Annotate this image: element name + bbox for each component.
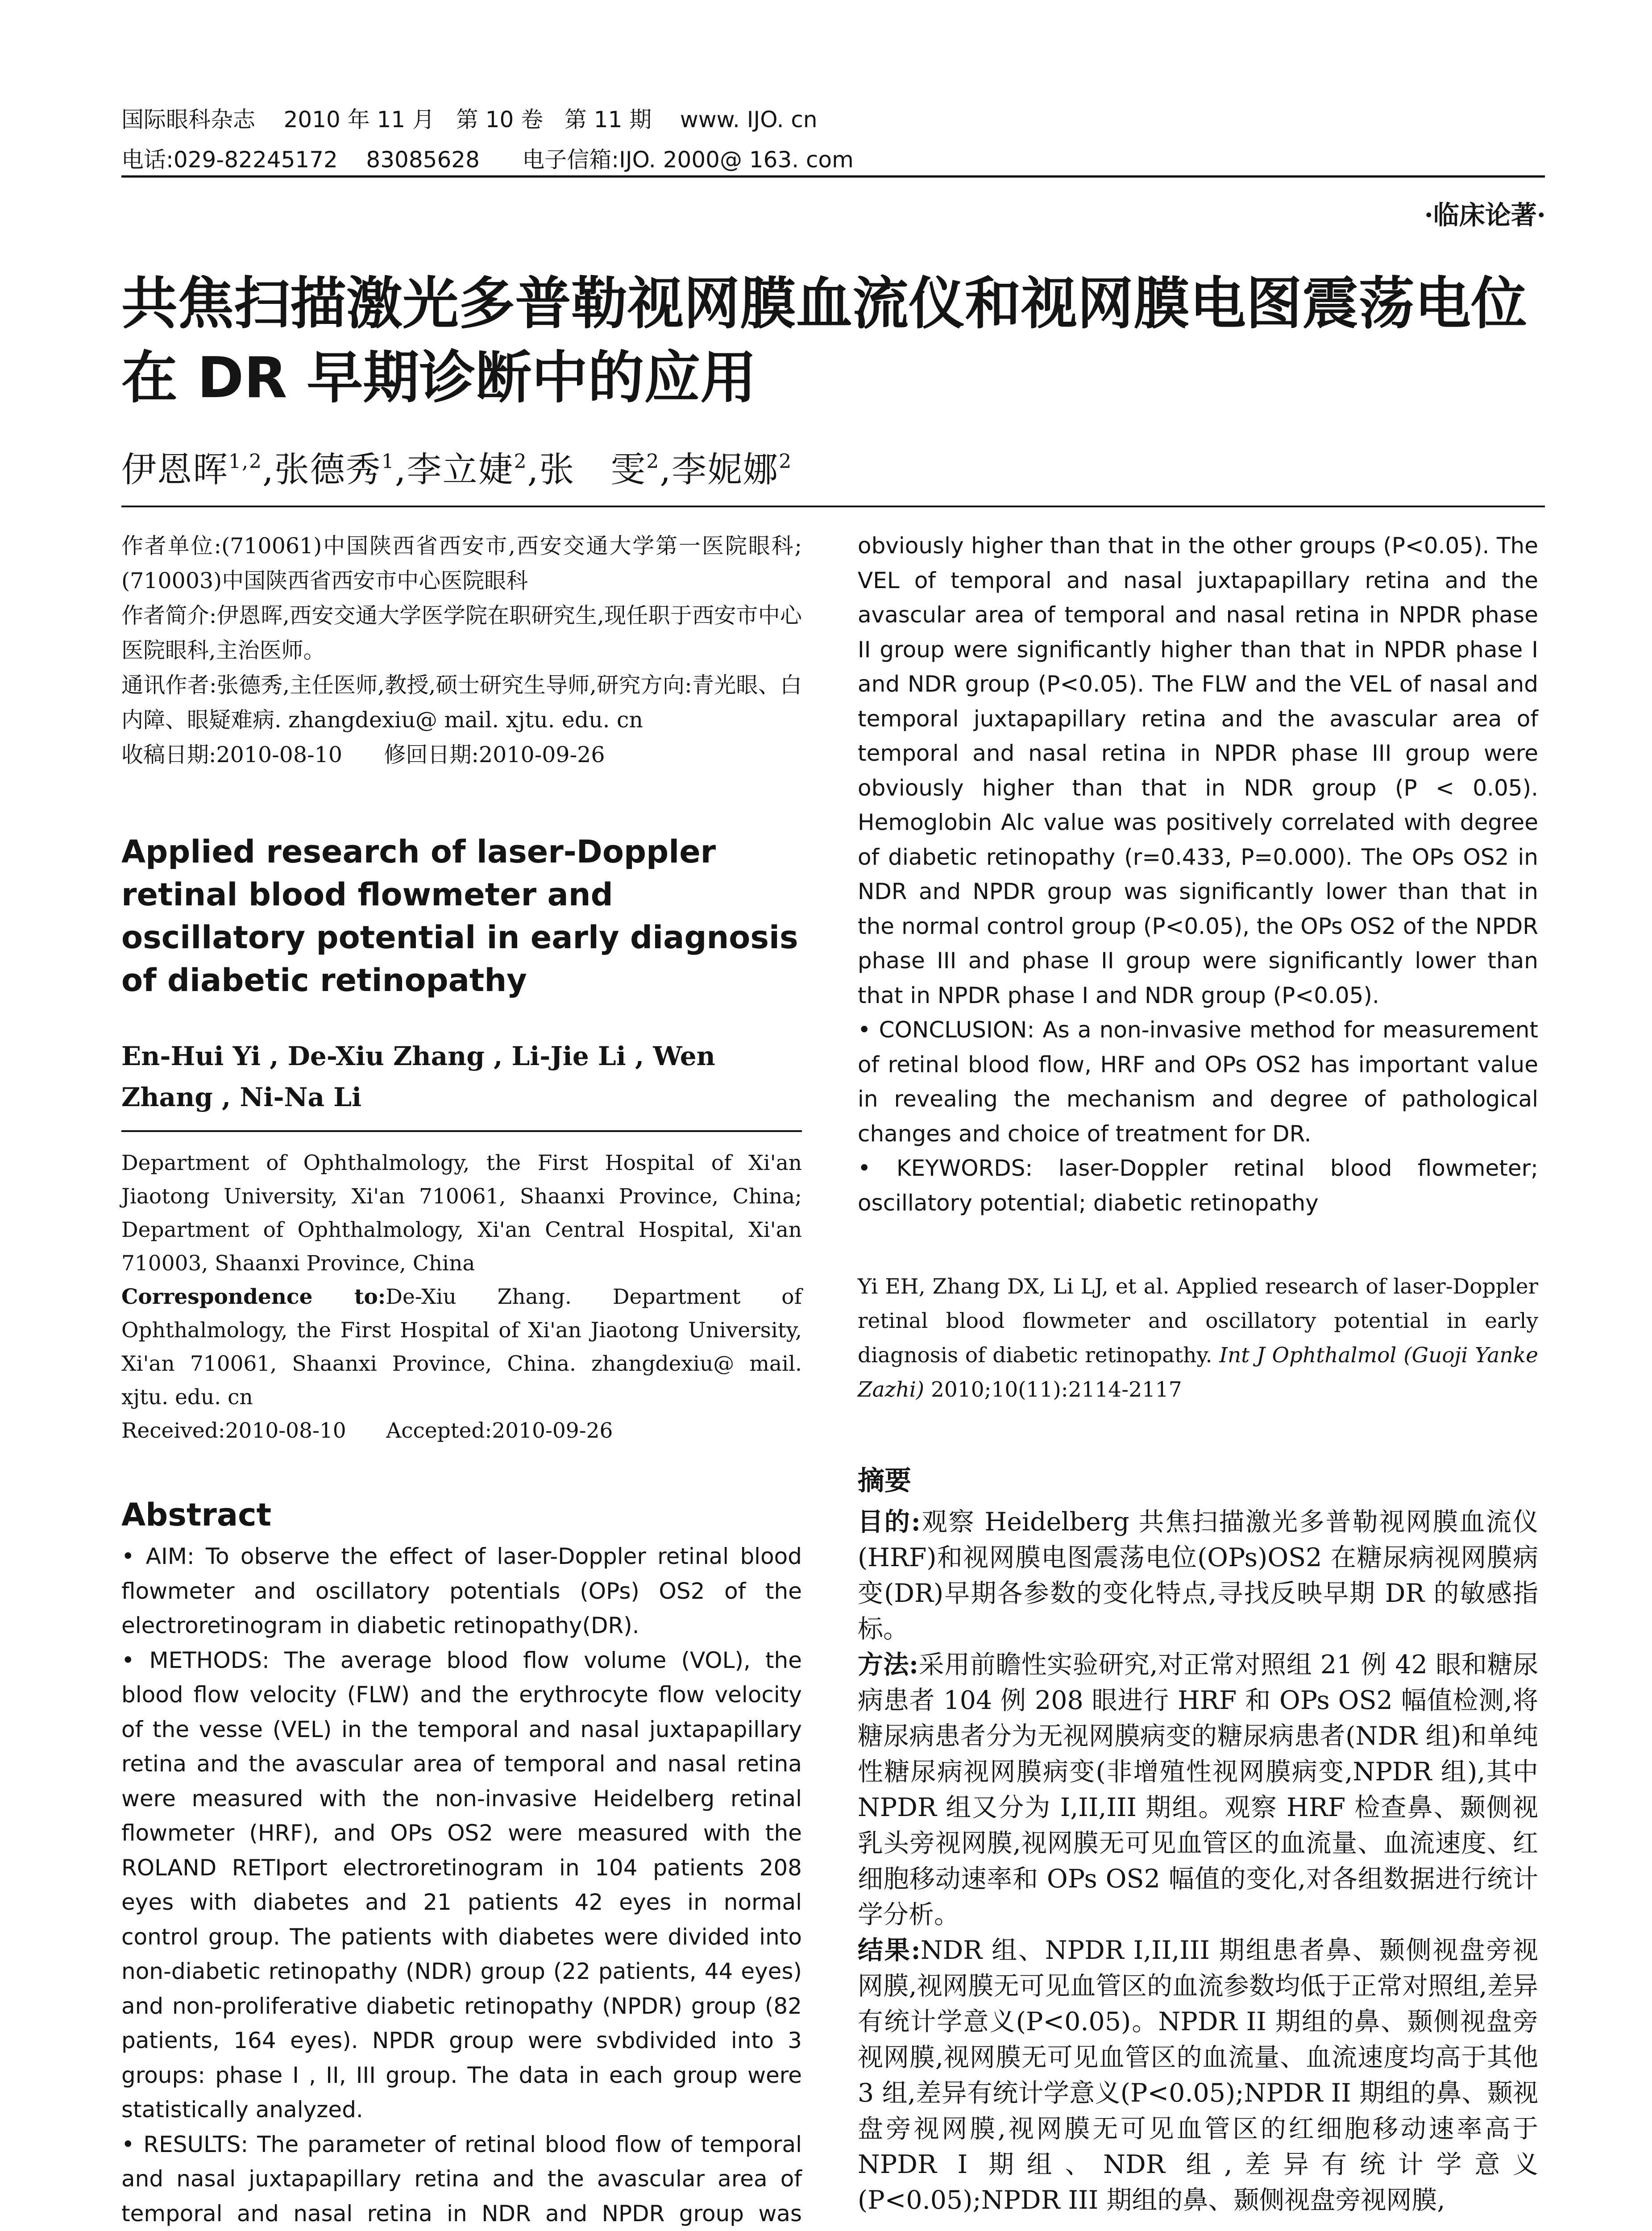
abstract-body-left <box>121 1539 802 2231</box>
running-header-contact: 电话:029-82245172 83085628 电子信箱:IJO. 2000@ 163. com <box>121 147 854 173</box>
header-rule <box>121 175 1545 178</box>
left-column <box>121 529 802 2231</box>
abstract-zh-methods-label: 方法: <box>858 1650 919 1679</box>
abstract-results-part1: • RESULTS: The parameter of retinal blood flow of temporal and nasal juxtapapillary retina and the avascular area of temporal and nasal retina in NDR and NPDR group was <box>121 2131 802 2227</box>
right-column <box>858 529 1538 2218</box>
author-dates-zh: 收稿日期:2010-08-10 修回日期:2010-09-26 <box>121 742 605 767</box>
authors-en-rule <box>121 1130 802 1132</box>
author-info-zh <box>121 529 802 772</box>
correspondence-text: De-Xiu Zhang. Department of Ophthalmology, the First Hospital of Xi'an Jiaotong University, Xi'an 710061, Shaanxi Province, China. zhangdexiu@ mail. xjtu. edu. cn <box>121 1285 802 1410</box>
abstract-zh-methods: 方法:采用前瞻性实验研究,对正常对照组 21 例 42 眼和糖尿病患者 104 例 208 眼进行 HRF 和 OPs OS2 幅值检测,将糖尿病患者分为无视网膜病变的糖尿病患者(NDR 组)和单纯性糖尿病视网膜病变(非增殖性视网膜病变,NPDR 组),其中 NPDR 组又分为 I,II,III 期组。观察 HRF 检查鼻、颞侧视乳头旁视网膜,视网膜无可见血管区的血流量、血流速度、红细胞移动速率和 OPs OS2 幅值的变化,对各组数据进行统计学分析。 <box>858 1650 1538 1929</box>
correspondence-label: Correspondence to: <box>121 1285 386 1309</box>
abstract-aim: • AIM: To observe the effect of laser-Doppler retinal blood flowmeter and oscillatory potentials (OPs) OS2 of the electroretinogram in diabetic retinopathy(DR). <box>121 1543 802 1638</box>
author-unit: 作者单位:(710061)中国陕西省西安市,西安交通大学第一医院眼科;(710003)中国陕西省西安市中心医院眼科 <box>121 533 802 593</box>
abstract-zh-aim: 目的:观察 Heidelberg 共焦扫描激光多普勒视网膜血流仪(HRF)和视网膜电图震荡电位(OPs)OS2 在糖尿病视网膜病变(DR)早期各参数的变化特点,寻找反映早期 DR 的敏感指标。 <box>858 1507 1539 1644</box>
authors-zh: 伊恩晖$^{1,2}$,张德秀$^1$,李立婕$^2$,张 雯$^2$,李妮娜$^2$ <box>121 450 793 490</box>
abstract-zh-results: 结果:NDR 组、NPDR I,II,III 期组患者鼻、颞侧视盘旁视网膜,视网膜无可见血管区的血流参数均低于正常对照组,差异有统计学意义(P<0.05)。NPDR II 期组的鼻、颞侧视盘旁视网膜,视网膜无可见血管区的血流量、血流速度均高于其他 3 组,差异有统计学意义(P<0.05);NPDR II 期组的鼻、颞视盘旁视网膜,视网膜无可见血管区的红细胞移动速率高于 NPDR I 期组、NDR 组,差异有统计学意义(P<0.05);NPDR III 期组的鼻、颞侧视盘旁视网膜, <box>858 1935 1538 2215</box>
abstract-results-part2: obviously higher than that in the other groups (P<0.05). The VEL of temporal and nasal juxtapapillary retina and the avascular area of temporal and nasal retina in NPDR phase II group were significantly higher than that in NPDR phase I and NDR group (P<0.05). The FLW and the VEL of nasal and temporal juxtapapillary retina and the avascular area of temporal and nasal retina in NPDR phase III group were obviously higher than that in NDR group (P < 0.05). Hemoglobin Alc value was positively correlated with degree of diabetic retinopathy (r=0.433, P=0.000). The OPs OS2 in NDR and NPDR group was significantly lower than that in the normal control group (P<0.05), the OPs OS2 of the NPDR phase III and phase II group were significantly lower than that in NPDR phase I and NDR group (P<0.05). <box>858 533 1538 1008</box>
affiliation-correspondence <box>121 1280 802 1414</box>
running-header-journal: 国际眼科杂志 2010 年 11 月 第 10 卷 第 11 期 www. IJO. cn <box>121 107 818 133</box>
abstract-heading: Abstract <box>121 1497 272 1533</box>
abstract-conclusion: • CONCLUSION: As a non-invasive method for measurement of retinal blood flow, HRF and OPs OS2 has important value in revealing the mechanism and degree of pathological changes and choice of treatment for DR. <box>858 1017 1538 1147</box>
abstract-methods: • METHODS: The average blood flow volume (VOL), the blood flow velocity (FLW) and the erythrocyte flow velocity of the vesse (VEL) in the temporal and nasal juxtapapillary retina and the avascular area of temporal and nasal retina were measured with the non-invasive Heidelberg retinal flowmeter (HRF), and OPs OS2 were measured with the ROLAND RETIport electroretinogram in 104 patients 208 eyes with diabetes and 21 patients 42 eyes in normal control group. The patients with diabetes were divided into non-diabetic retinopathy (NDR) group (22 patients, 44 eyes) and non-proliferative diabetic retinopathy (NPDR) group (82 patients, 164 eyes). NPDR group were svbdivided into 3 groups: phase I , II, III group. The data in each group were statistically analyzed. <box>121 1647 802 2123</box>
title-en: Applied research of laser-Doppler retinal blood flowmeter and oscillatory potential in early diagnosis of diabetic retinopathy <box>121 834 798 999</box>
citation-text: Yi EH, Zhang DX, Li LJ, et al. Applied research of laser-Doppler retinal blood flowmeter and oscillatory potential in early diagnosis of diabetic retinopathy. <box>858 1274 1538 1368</box>
abstract-zh-aim-label: 目的: <box>858 1507 921 1537</box>
citation-journal: Int J Ophthalmol (Guoji Yanke Zazhi) <box>858 1343 1538 1402</box>
section-tag: ·临床论著· <box>1424 200 1546 230</box>
abstract-zh-results-label: 结果: <box>858 1935 921 1965</box>
abstract-zh-heading: 摘要 <box>858 1465 911 1497</box>
authors-en: En-Hui Yi , De-Xiu Zhang , Li-Jie Li , Wen Zhang , Ni-Na Li <box>121 1041 715 1112</box>
abstract-keywords: • KEYWORDS: laser-Doppler retinal blood flowmeter; oscillatory potential; diabetic retinopathy <box>858 1155 1538 1216</box>
authors-rule <box>121 506 1545 507</box>
author-bio: 作者简介:伊恩晖,西安交通大学医学院在职研究生,现任职于西安市中心医院眼科,主治医师。 <box>121 603 802 663</box>
affiliation-en <box>121 1146 802 1447</box>
citation <box>858 1269 1538 1407</box>
affiliation-departments: Department of Ophthalmology, the First Hospital of Xi'an Jiaotong University, Xi'an 710061, Shaanxi Province, China; Department of Ophthalmology, Xi'an Central Hospital, Xi'an 710003, Shaanxi Province, China <box>121 1151 802 1276</box>
citation-volume: 2010;10(11):2114-2117 <box>924 1377 1182 1402</box>
abstract-body-right <box>858 529 1538 1220</box>
title-zh: 共焦扫描激光多普勒视网膜血流仪和视网膜电图震荡电位在 DR 早期诊断中的应用 <box>121 271 1527 411</box>
author-correspondence-zh: 通讯作者:张德秀,主任医师,教授,硕士研究生导师,研究方向:青光眼、白内障、眼疑难病. zhangdexiu@ mail. xjtu. edu. cn <box>121 672 802 733</box>
abstract-zh-body <box>858 1504 1538 2218</box>
affiliation-dates: Received:2010-08-10 Accepted:2010-09-26 <box>121 1418 613 1443</box>
